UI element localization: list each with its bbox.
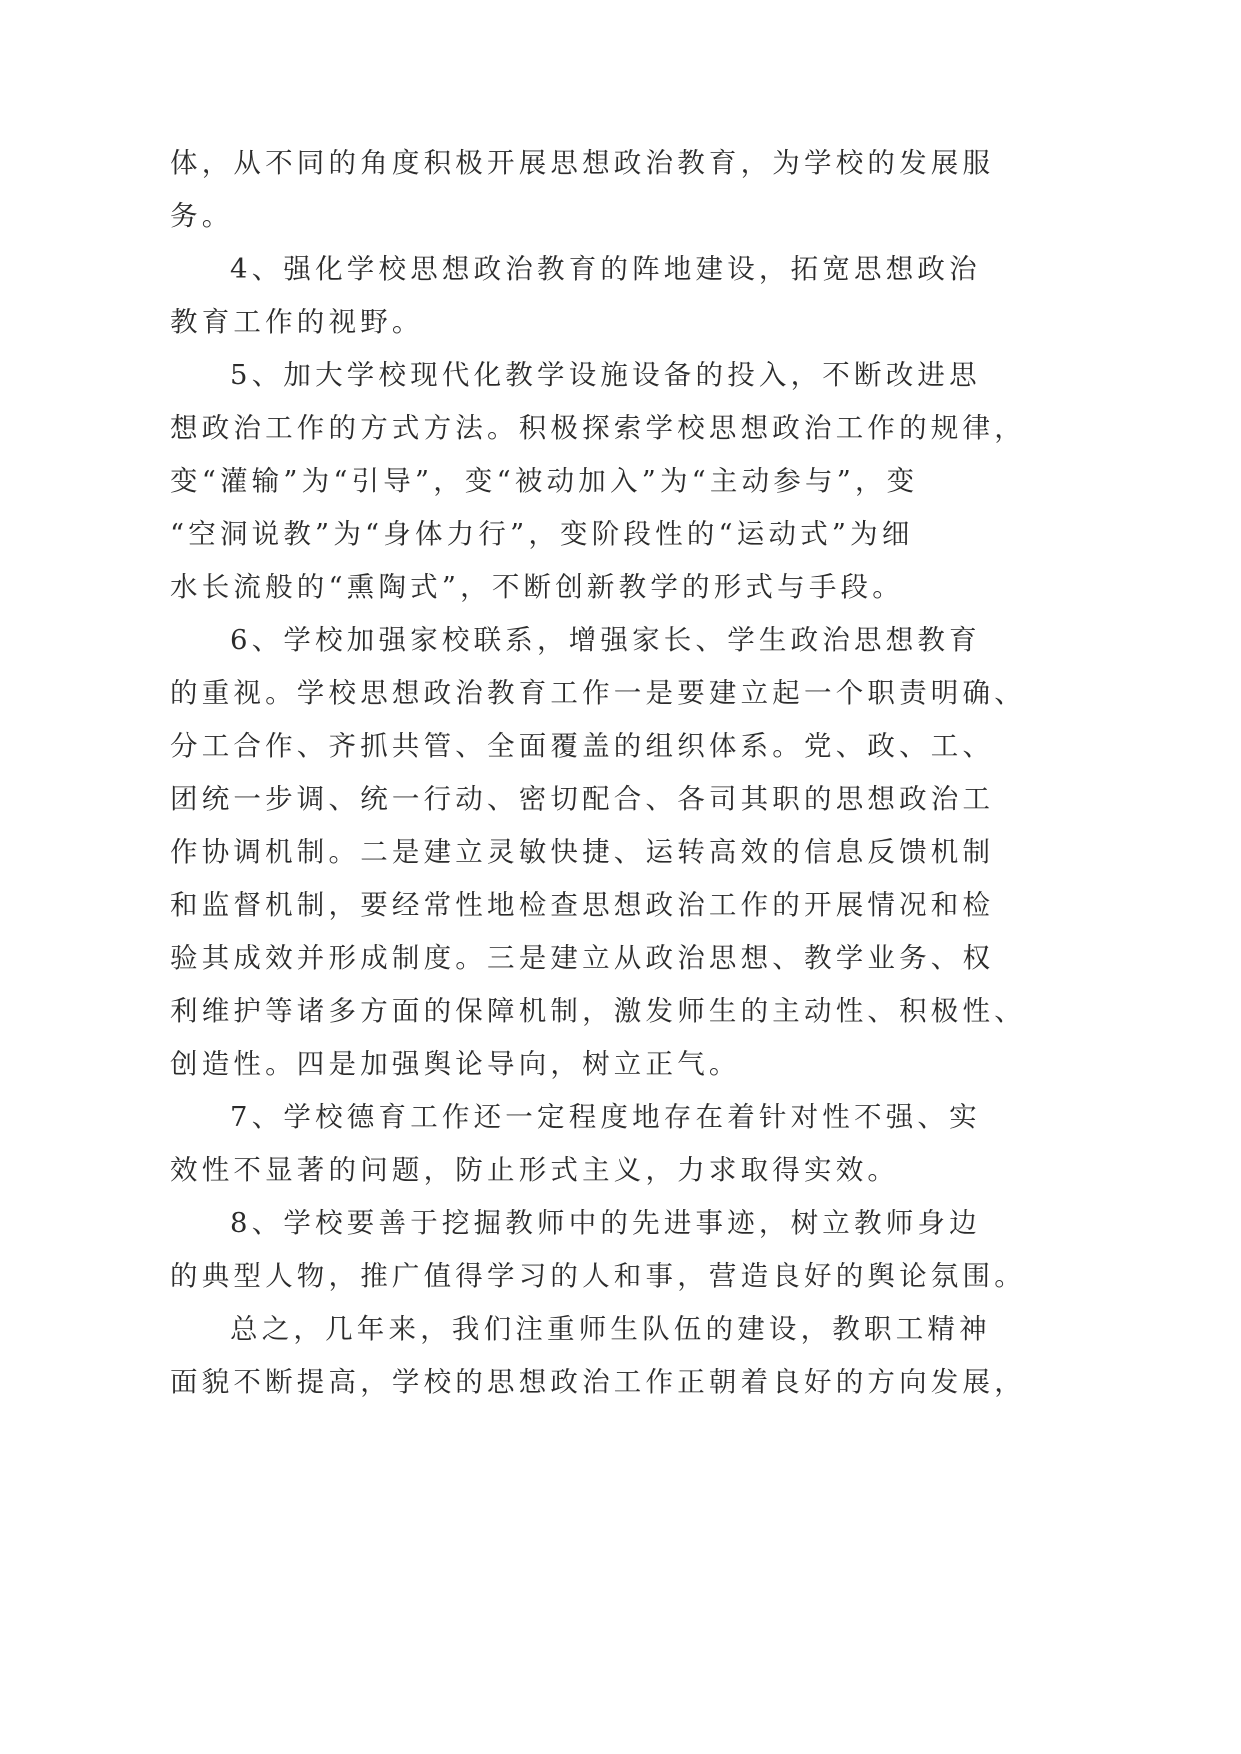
text-line: 8、学校要善于挖掘教师中的先进事迹，树立教师身边 xyxy=(230,1207,981,1239)
text-line: 验其成效并形成制度。三是建立从政治思想、教学业务、权 xyxy=(170,942,995,974)
text-line: 面貌不断提高，学校的思想政治工作正朝着良好的方向发展， xyxy=(170,1366,1026,1398)
text-line: 和监督机制，要经常性地检查思想政治工作的开展情况和检 xyxy=(170,889,995,921)
text-line: 7、学校德育工作还一定程度地存在着针对性不强、实 xyxy=(230,1101,981,1133)
text-line: 6、学校加强家校联系，增强家长、学生政治思想教育 xyxy=(230,624,981,656)
text-line: 教育工作的视野。 xyxy=(170,306,424,338)
text-line: 4、强化学校思想政治教育的阵地建设，拓宽思想政治 xyxy=(230,253,981,285)
text-line: 5、加大学校现代化教学设施设备的投入，不断改进思 xyxy=(230,359,981,391)
text-line: 变“灌输”为“引导”，变“被动加入”为“主动参与”，变 xyxy=(170,465,919,497)
text-line: 的典型人物，推广值得学习的人和事，营造良好的舆论氛围。 xyxy=(170,1260,1026,1292)
text-line: 务。 xyxy=(170,200,234,232)
text-line: 团统一步调、统一行动、密切配合、各司其职的思想政治工 xyxy=(170,783,995,815)
text-line: “空洞说教”为“身体力行”，变阶段性的“运动式”为细 xyxy=(170,518,914,550)
text-line: 效性不显著的问题，防止形式主义，力求取得实效。 xyxy=(170,1154,900,1186)
text-line: 水长流般的“熏陶式”，不断创新教学的形式与手段。 xyxy=(170,571,904,603)
text-line: 创造性。四是加强舆论导向，树立正气。 xyxy=(170,1048,741,1080)
text-line: 想政治工作的方式方法。积极探索学校思想政治工作的规律， xyxy=(170,412,1026,444)
text-line: 作协调机制。二是建立灵敏快捷、运转高效的信息反馈机制 xyxy=(170,836,995,868)
text-line: 分工合作、齐抓共管、全面覆盖的组织体系。党、政、工、 xyxy=(170,730,995,762)
text-line: 体，从不同的角度积极开展思想政治教育，为学校的发展服 xyxy=(170,147,995,179)
text-line: 利维护等诸多方面的保障机制，激发师生的主动性、积极性、 xyxy=(170,995,1026,1027)
text-line: 的重视。学校思想政治教育工作一是要建立起一个职责明确、 xyxy=(170,677,1026,709)
text-line: 总之，几年来，我们注重师生队伍的建设，教职工精神 xyxy=(230,1313,991,1345)
